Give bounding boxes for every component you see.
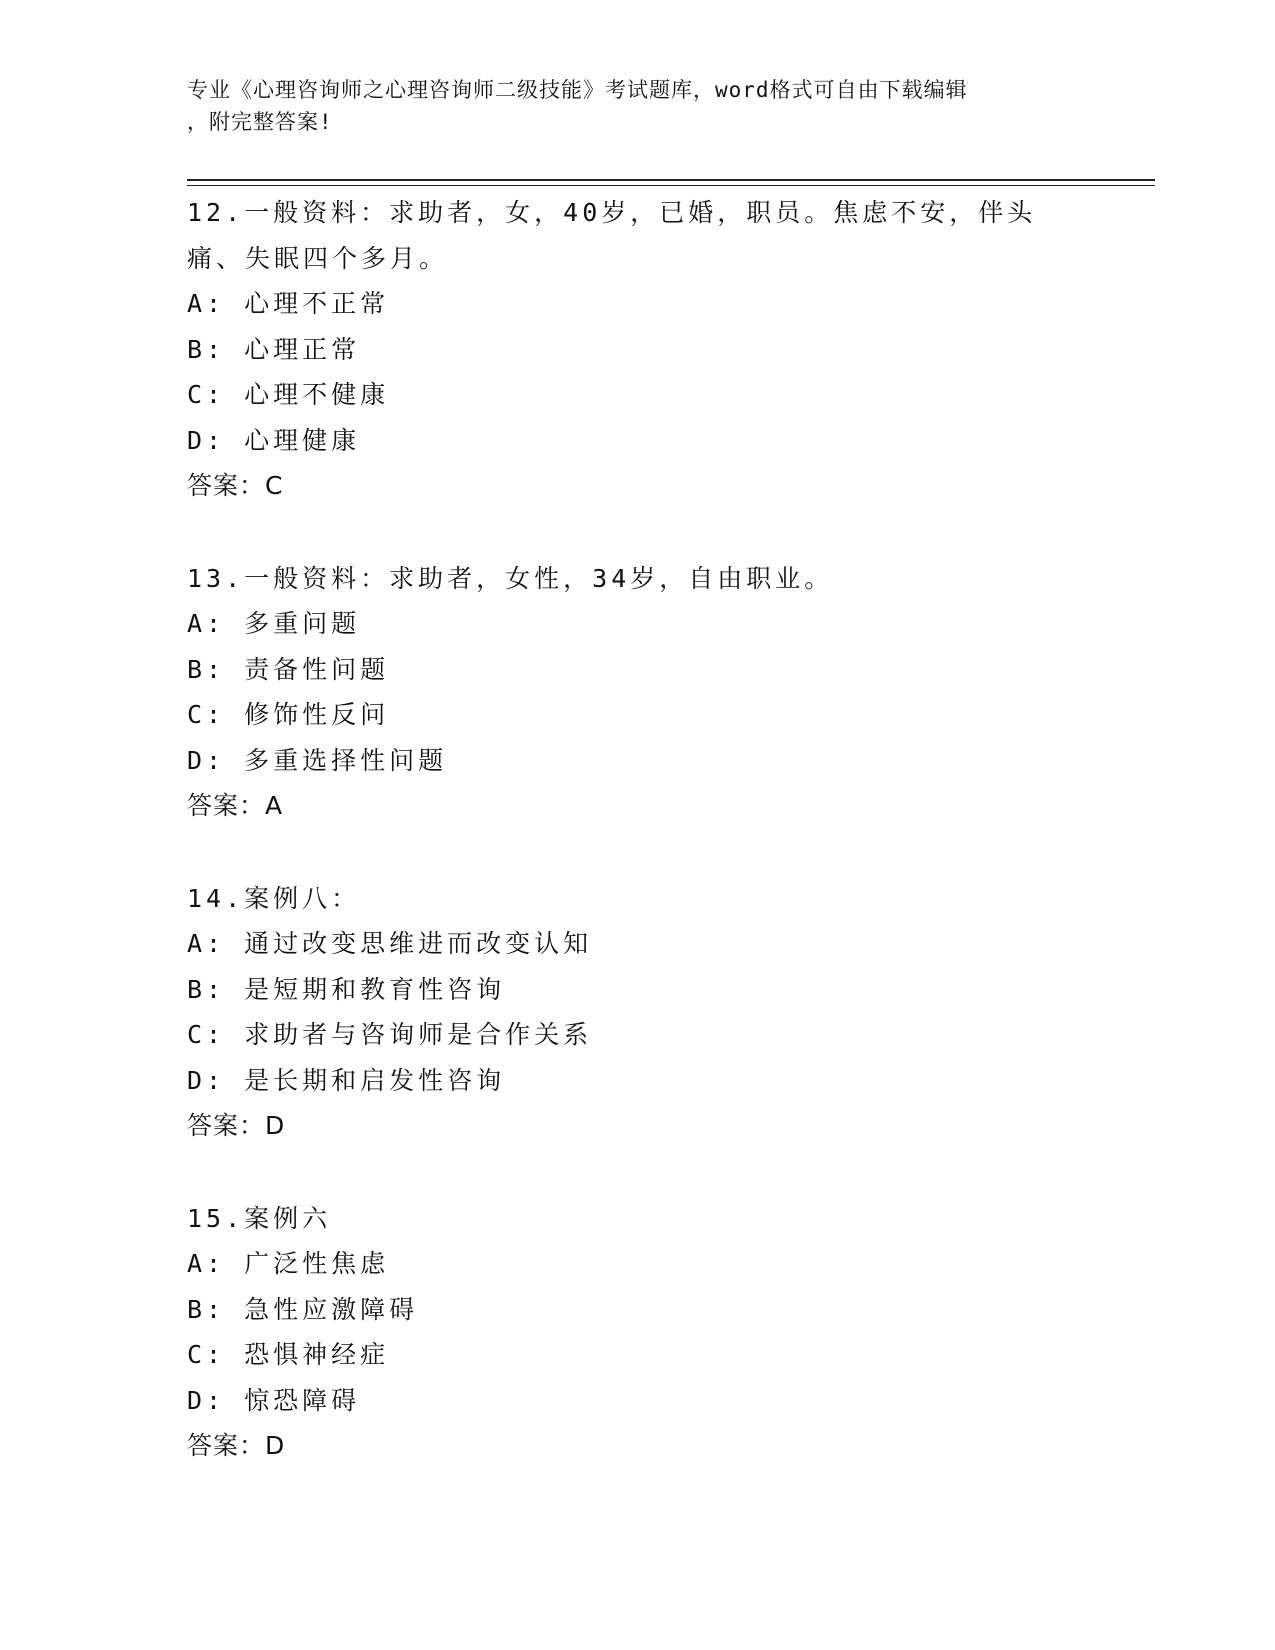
question-list xyxy=(187,190,1087,1516)
option-c: C: 修饰性反问 xyxy=(187,700,390,729)
option-d: D: 是长期和启发性咨询 xyxy=(187,1065,506,1095)
header-divider-thick xyxy=(187,179,1155,181)
question-12 xyxy=(187,190,1087,509)
option-c: C: 求助者与咨询师是合作关系 xyxy=(187,1020,593,1049)
option-a: A: 心理不正常 xyxy=(187,289,390,318)
question-stem: 15.案例六 xyxy=(187,1203,332,1233)
question-13 xyxy=(187,556,1087,829)
option-d: D: 心理健康 xyxy=(187,425,361,455)
answer-label: 答案：D xyxy=(187,1111,286,1140)
question-stem: 14.案例八： xyxy=(187,883,361,913)
option-c: C: 恐惧神经症 xyxy=(187,1340,390,1369)
option-b: B: 心理正常 xyxy=(187,334,361,364)
answer-label: 答案：C xyxy=(187,471,284,500)
option-b: B: 急性应激障碍 xyxy=(187,1294,419,1324)
option-a: A: 通过改变思维进而改变认知 xyxy=(187,929,593,958)
header-line-1: 专业《心理咨询师之心理咨询师二级技能》考试题库，word格式可自由下载编辑 xyxy=(187,78,968,102)
option-b: B: 责备性问题 xyxy=(187,654,390,684)
option-a: A: 广泛性焦虑 xyxy=(187,1249,390,1278)
header-line-2: ，附完整答案! xyxy=(187,110,333,134)
question-14 xyxy=(187,876,1087,1149)
answer-label: 答案：A xyxy=(187,791,284,820)
question-15 xyxy=(187,1196,1087,1469)
question-stem: 12.一般资料：求助者，女，40岁，已婚，职员。焦虑不安，伴头痛、失眠四个多月。 xyxy=(187,198,1037,273)
option-d: D: 惊恐障碍 xyxy=(187,1385,361,1415)
option-c: C: 心理不健康 xyxy=(187,380,390,409)
document-header xyxy=(187,74,1067,138)
option-b: B: 是短期和教育性咨询 xyxy=(187,974,506,1004)
question-stem: 13.一般资料：求助者，女性，34岁，自由职业。 xyxy=(187,563,834,593)
header-divider-thin xyxy=(187,185,1155,186)
option-d: D: 多重选择性问题 xyxy=(187,745,448,775)
answer-label: 答案：D xyxy=(187,1431,286,1460)
option-a: A: 多重问题 xyxy=(187,609,361,638)
